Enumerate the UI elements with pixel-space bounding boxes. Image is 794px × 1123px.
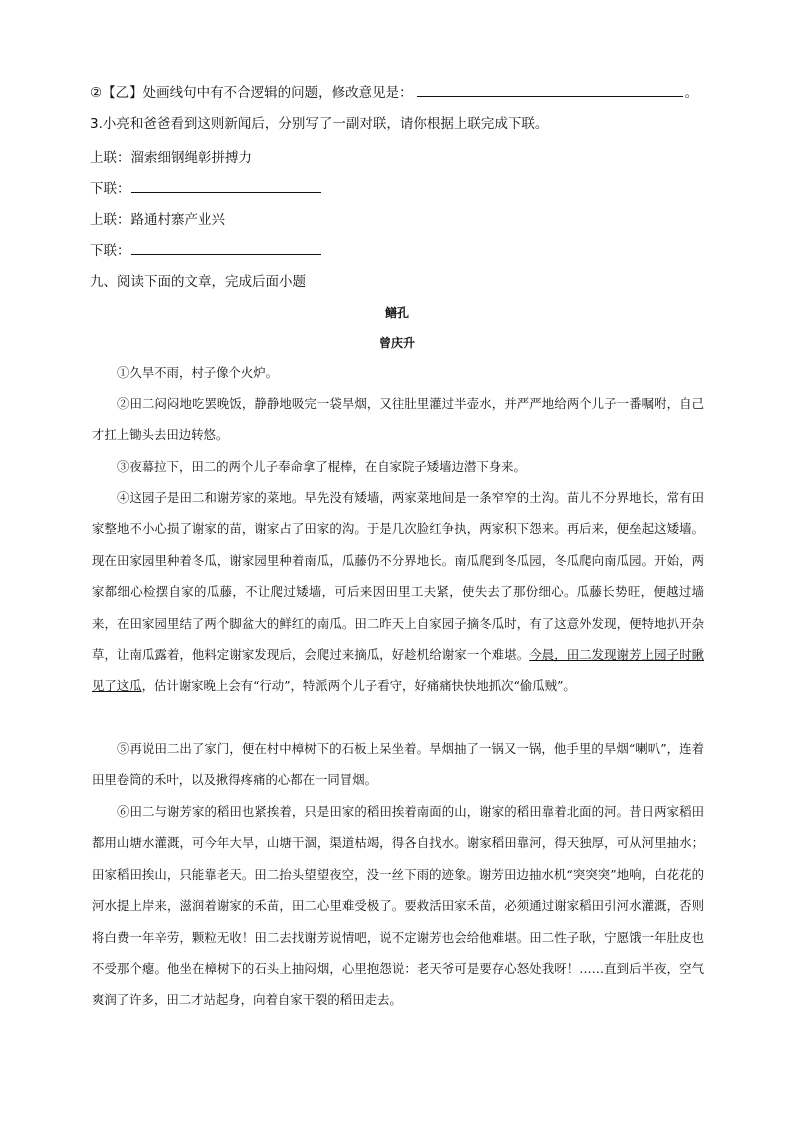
underlined-sentence: 今晨，田二发现谢芳上园子时瞅见了这瓜 [92,647,705,694]
paragraph-4-text: ④这园子是田二和谢芳家的菜地。早先没有矮墙，两家菜地间是一条窄窄的土沟。苗儿不分界地长，常有田家整地不小心损了谢家的苗，谢家占了田家的沟。于是几次脸红争执，两家积下怨来。再后来，便垒起这矮墙。现在田家园里种着冬瓜，谢家园里种着南瓜，瓜藤仍不分界地长。南瓜爬到冬瓜园，冬瓜爬向南瓜园。开始，两家都细心检摆自家的瓜藤，不让爬过矮墙，可后来因田里工夫紧，使失去了那份细心。瓜藤长势旺，便越过墙来，在田家园里结了两个脚盆大的鲜红的南瓜。田二昨天上自家园子摘冬瓜时，有了这意外发现，便特地扒开杂草，让南瓜露着，他料定谢家发现后，会爬过来摘瓜，好趁机给谢家一个难堪。 [92,490,704,663]
answer-blank-couplet-1[interactable] [131,178,321,193]
couplet-1-lower-label: 下联： [90,181,131,197]
couplet-1-upper: 上联：溜索细钢绳彰拼搏力 [90,150,252,166]
couplet-2-upper: 上联：路通村寨产业兴 [90,212,225,228]
question-2-end: 。 [684,85,699,101]
answer-blank-couplet-2[interactable] [131,240,321,255]
answer-blank-q2[interactable] [417,82,683,97]
question-2 [90,82,698,103]
article-title: 鳝孔 [384,306,409,320]
section-9-heading: 九、阅读下面的文章，完成后面小题 [90,274,306,290]
paragraph-5: ⑤再说田二出了家门，便在村中樟树下的石板上呆坐着。旱烟抽了一锅又一锅，他手里的旱烟“喇叭”，连着田里卷筒的禾叶，以及揪得疼痛的心都在一同冒烟。 [92,741,704,788]
paragraph-4-text-end: ，估计谢家晚上会有“行动”，特派两个儿子看守，好痛痛快快地抓次“偷瓜贼”。 [141,678,576,694]
couplet-1-lower [90,178,321,199]
paragraph-1: ①久旱不雨，村子像个火炉。 [117,365,279,380]
paragraph-3: ③夜幕拉下，田二的两个儿子奉命拿了棍棒，在自家院子矮墙边潜下身来。 [117,459,526,474]
question-3: 3.小亮和爸爸看到这则新闻后，分别写了一副对联，请你根据上联完成下联。 [90,116,549,132]
paragraph-2: ②田二闷闷地吃罢晚饭，静静地吸完一袋旱烟，又往肚里灌过半壶水，并严严地给两个儿子一番嘱咐，自己才扛上锄头去田边转悠。 [92,396,704,443]
couplet-2-lower-label: 下联： [90,243,131,259]
couplet-2-lower [90,240,321,261]
paragraph-6: ⑥田二与谢芳家的稻田也紧挨着，只是田家的稻田挨着南面的山，谢家的稻田靠着北面的河。昔日两家稻田都用山塘水灌溉，可今年大旱，山塘干涸，渠道枯竭，得各自找水。谢家稻田靠河，得天独厚，可从河里抽水；田家稻田挨山，只能靠老天。田二抬头望望夜空，没一丝下雨的迹象。谢芳田边抽水机“突突突”地响，白花花的河水提上岸来，滋润着谢家的禾苗，田二心里难受极了。要救活田家禾苗，必须通过谢家稻田引河水灌溉，否则将白费一年辛劳，颗粒无收！田二去找谢芳说情吧，说不定谢芳也会给他难堪。田二性子耿，宁愿饿一年肚皮也不受那个瘪。他坐在樟树下的石头上抽闷烟，心里抱怨说：老天爷可是要存心怒处我呀！……直到后半夜，空气爽润了许多，田二才站起身，向着自家干裂的稻田走去。 [92,804,704,1008]
paragraph-4 [92,482,704,702]
question-2-text: ②【乙】处画线句中有不合逻辑的问题，修改意见是： [90,85,413,101]
article-author: 曾庆升 [378,336,415,350]
